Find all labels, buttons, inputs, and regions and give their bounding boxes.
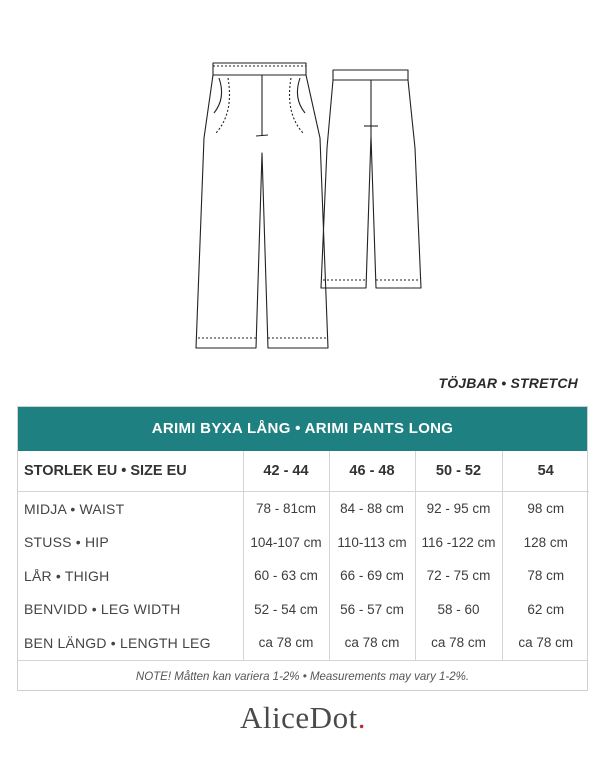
table-cell: ca 78 cm [243, 626, 329, 660]
header-size-42-44: 42 - 44 [243, 451, 329, 492]
row-label: MIDJA • WAIST [18, 492, 243, 526]
measurement-note: NOTE! Måtten kan variera 1-2% • Measurements may vary 1-2%. [18, 660, 587, 693]
table-cell: 110-113 cm [329, 526, 415, 560]
header-size-label: STORLEK EU • SIZE EU [18, 451, 243, 492]
brand-logo [0, 700, 606, 736]
table-cell: ca 78 cm [518, 635, 574, 651]
table-cell: 98 cm [527, 501, 565, 517]
table-row [18, 593, 589, 627]
header-size-50-52: 50 - 52 [415, 451, 502, 492]
table-cell: ca 78 cm [415, 626, 502, 660]
table-cell: 128 cm [523, 534, 568, 550]
brand-dot: . [357, 700, 366, 735]
table-cell: 60 - 63 cm [243, 559, 329, 593]
table-cell: 58 - 60 [415, 593, 502, 627]
brand-name: AliceDot [240, 700, 358, 735]
row-label: STUSS • HIP [18, 526, 243, 560]
table-cell: 92 - 95 cm [415, 492, 502, 526]
table-cell: ca 78 cm [329, 626, 415, 660]
table-cell: 78 cm [527, 568, 565, 584]
size-chart [17, 406, 588, 691]
row-label: LÅR • THIGH [18, 559, 243, 593]
table-cell: 72 - 75 cm [415, 559, 502, 593]
table-cell: 66 - 69 cm [329, 559, 415, 593]
table-row [18, 492, 589, 526]
row-label: BENVIDD • LEG WIDTH [18, 593, 243, 627]
pants-technical-drawing [186, 58, 446, 360]
header-size-54: 54 [502, 451, 589, 492]
table-cell: 62 cm [527, 601, 565, 617]
table-cell: 56 - 57 cm [329, 593, 415, 627]
table-cell: 116 -122 cm [415, 526, 502, 560]
table-cell: 104-107 cm [243, 526, 329, 560]
table-row [18, 526, 589, 560]
table-cell: 84 - 88 cm [329, 492, 415, 526]
row-label: BEN LÄNGD • LENGTH LEG [18, 626, 243, 660]
header-size-46-48: 46 - 48 [329, 451, 415, 492]
table-header-row [18, 451, 589, 492]
table-cell: 52 - 54 cm [243, 593, 329, 627]
table-cell: 78 - 81cm [243, 492, 329, 526]
table-row [18, 559, 589, 593]
table-row [18, 626, 589, 660]
size-chart-title: ARIMI BYXA LÅNG • ARIMI PANTS LONG [18, 407, 587, 451]
size-table [18, 451, 589, 660]
stretch-label: TÖJBAR • STRETCH [438, 375, 578, 391]
